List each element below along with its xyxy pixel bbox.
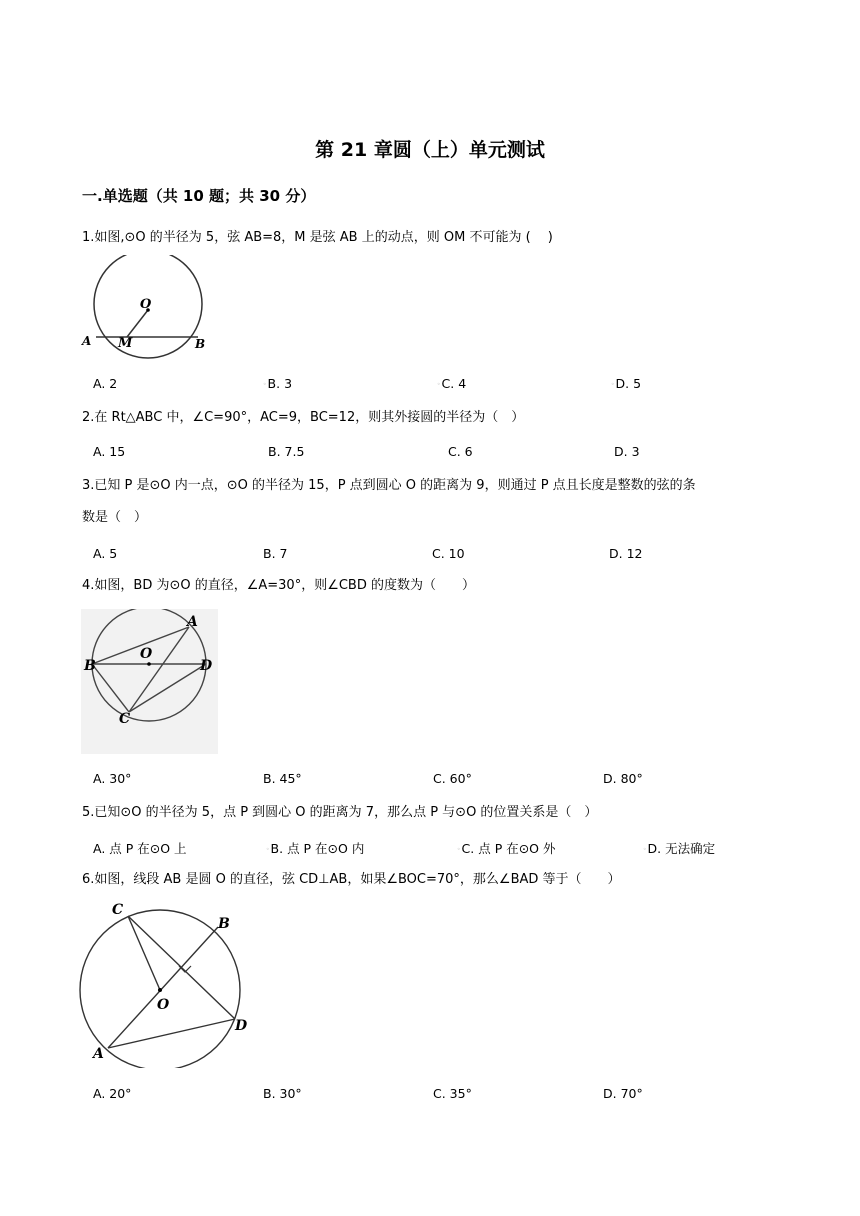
- figure-label: C: [119, 711, 131, 727]
- question-6-option-d: D. 70°: [603, 1086, 643, 1101]
- question-6-option-a: A. 20°: [93, 1086, 132, 1101]
- figure-label: A: [82, 334, 92, 348]
- figure-label: M: [118, 336, 133, 351]
- figure-label: A: [93, 1046, 104, 1062]
- question-3-stem-line1: 3.已知 P 是⊙O 内一点，⊙O 的半径为 15，P 点到圆心 O 的距离为 9，则通过 P 点且长度是整数的弦的条: [82, 478, 696, 493]
- question-4-option-a: A. 30°: [93, 771, 132, 786]
- question-3-option-d: D. 12: [609, 546, 643, 561]
- question-6-stem: 6.如图，线段 AB 是圆 O 的直径，弦 CD⊥AB，如果∠BOC=70°，那么∠BAD 等于（ ）: [82, 872, 621, 887]
- figure-label: O: [140, 646, 153, 662]
- question-4-option-c: C. 60°: [433, 771, 472, 786]
- question-1-option-b: B. 3: [267, 376, 293, 391]
- question-6-option-b: B. 30°: [263, 1086, 302, 1101]
- question-4-option-d: D. 80°: [603, 771, 643, 786]
- question-1-option-d: D. 5: [615, 376, 642, 391]
- figure-label: D: [235, 1018, 248, 1034]
- question-2-option-c: C. 6: [448, 444, 473, 459]
- question-1-option-a: A. 2: [93, 376, 118, 391]
- question-6-figure: [78, 898, 258, 1068]
- question-3-option-c: C. 10: [432, 546, 465, 561]
- question-3-option-a: A. 5: [93, 546, 118, 561]
- question-2-option-a: A. 15: [93, 444, 126, 459]
- question-1-option-c: C. 4: [441, 376, 467, 391]
- question-5-stem: 5.已知⊙O 的半径为 5，点 P 到圆心 O 的距离为 7，那么点 P 与⊙O 的位置关系是（ ）: [82, 805, 598, 820]
- section-heading: 一.单选题（共 10 题；共 30 分）: [82, 187, 316, 205]
- figure-label: B: [218, 916, 230, 932]
- question-5-option-a: A. 点 P 在⊙O 上: [93, 841, 187, 856]
- figure-label: B: [84, 658, 96, 674]
- figure-label: A: [187, 614, 198, 630]
- question-4-option-b: B. 45°: [263, 771, 302, 786]
- figure-label: C: [112, 902, 124, 918]
- question-4-stem: 4.如图，BD 为⊙O 的直径，∠A=30°，则∠CBD 的度数为（ ）: [82, 578, 475, 593]
- question-5-option-d: D. 无法确定: [647, 841, 716, 856]
- question-1-stem: 1.如图,⊙O 的半径为 5，弦 AB=8，M 是弦 AB 上的动点，则 OM 不可能为 ( ): [82, 230, 553, 245]
- page-title: 第 21 章圆（上）单元测试: [315, 139, 545, 161]
- figure-label: B: [195, 337, 206, 351]
- question-1-figure: [78, 255, 218, 365]
- figure-label: O: [157, 997, 170, 1013]
- question-5-option-b: B. 点 P 在⊙O 内: [270, 841, 365, 856]
- figure-label: D: [200, 658, 213, 674]
- question-6-option-c: C. 35°: [433, 1086, 472, 1101]
- question-2-option-b: B. 7.5: [268, 444, 305, 459]
- figure-label: O: [140, 297, 152, 312]
- question-3-stem-line2: 数是（ ）: [82, 510, 148, 525]
- question-2-stem: 2.在 Rt△ABC 中，∠C=90°，AC=9，BC=12，则其外接圆的半径为（ ）: [82, 410, 525, 425]
- question-5-option-c: C. 点 P 在⊙O 外: [461, 841, 556, 856]
- question-4-figure: [81, 609, 218, 754]
- question-3-option-b: B. 7: [263, 546, 288, 561]
- question-2-option-d: D. 3: [614, 444, 640, 459]
